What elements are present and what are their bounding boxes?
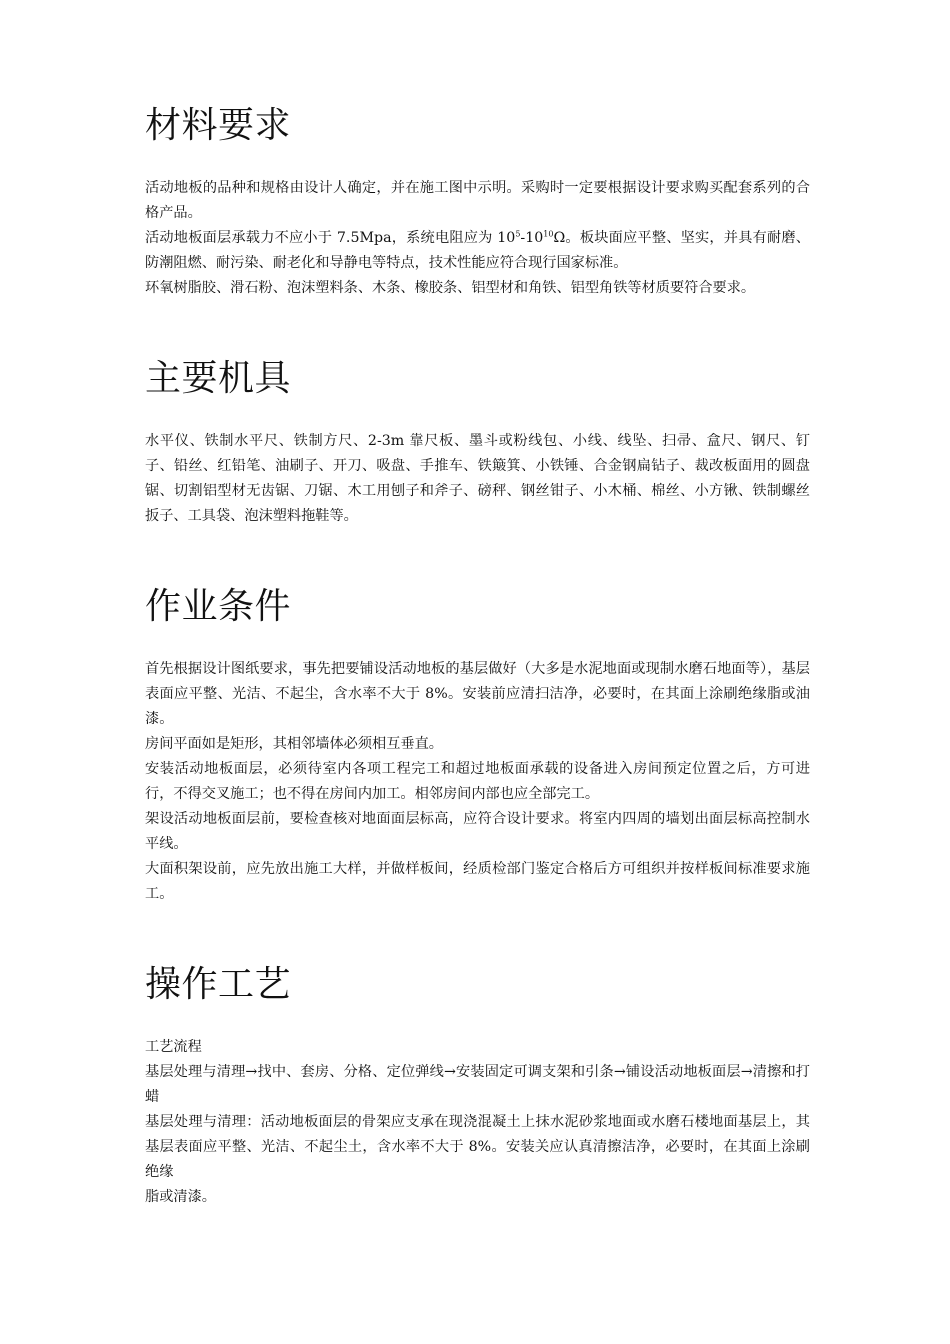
paragraph: 工艺流程 (145, 1039, 202, 1055)
document-content (145, 100, 810, 1210)
paragraph: 安装活动地板面层，必须待室内各项工程完工和超过地板面承载的设备进入房间预定位置之后，方可进行，不得交叉施工；也不得在房间内加工。相邻房间内部也应全部完工。 (145, 761, 810, 802)
paragraph-text: -10 (520, 230, 544, 246)
section-working-conditions (145, 581, 810, 907)
paragraph-text: Ω。板块面应平整、坚实，并具有耐磨、防潮阻燃、耐污染、耐老化和导静电等特点，技术性能应符合现行国家标准。 (145, 230, 810, 271)
section-title: 作业条件 (145, 586, 292, 627)
paragraph-text: 活动地板面层承载力不应小于 7.5Mpa，系统电阻应为 10 (145, 230, 516, 246)
superscript-exponent: 10 (543, 229, 554, 239)
section-material-requirements (145, 100, 810, 301)
section-spacer (145, 907, 810, 959)
paragraph: 水平仪、铁制水平尺、铁制方尺、2-3m 靠尺板、墨斗或粉线包、小线、线坠、扫帚、盒尺、钢尺、钉子、铅丝、红铅笔、油刷子、开刀、吸盘、手推车、铁簸箕、小铁锤、合金钢扁钻子、裁改板面用的圆盘锯、切割铝型材无齿锯、刀锯、木工用刨子和斧子、磅秤、钢丝钳子、小木桶、棉丝、小方锹、铁制螺丝扳子、工具袋、泡沫塑料拖鞋等。 (145, 433, 810, 524)
superscript-exponent: 5 (515, 229, 521, 239)
section-spacer (145, 529, 810, 581)
paragraph: 脂或清漆。 (145, 1189, 216, 1205)
section-spacer (145, 301, 810, 353)
paragraph: 活动地板的品种和规格由设计人确定，并在施工图中示明。采购时一定要根据设计要求购买配套系列的合格产品。 (145, 180, 810, 221)
paragraph: 环氧树脂胶、滑石粉、泡沫塑料条、木条、橡胶条、铝型材和角铁、铝型角铁等材质要符合要求。 (145, 280, 756, 296)
paragraph: 首先根据设计图纸要求，事先把要铺设活动地板的基层做好（大多是水泥地面或现制水磨石地面等），基层表面应平整、光洁、不起尘，含水率不大于 8%。安装前应清扫洁净，必要时，在其面上涂刷绝缘脂或油漆。 (145, 661, 810, 727)
section-body (145, 176, 810, 301)
paragraph: 大面积架设前，应先放出施工大样，并做样板间，经质检部门鉴定合格后方可组织并按样板间标准要求施工。 (145, 861, 810, 902)
section-body (145, 657, 810, 907)
section-title: 主要机具 (145, 358, 292, 399)
section-main-tools (145, 353, 810, 529)
section-title: 操作工艺 (145, 964, 292, 1005)
paragraph: 架设活动地板面层前，要检查核对地面面层标高，应符合设计要求。将室内四周的墙划出面层标高控制水平线。 (145, 811, 810, 852)
section-body (145, 1035, 810, 1210)
paragraph: 基层处理与清理→找中、套房、分格、定位弹线→安装固定可调支架和引条→铺设活动地板面层→清擦和打蜡 (145, 1064, 810, 1105)
section-operation-process (145, 959, 810, 1210)
section-body (145, 429, 810, 529)
section-title: 材料要求 (145, 105, 292, 146)
paragraph: 房间平面如是矩形，其相邻墙体必须相互垂直。 (145, 736, 443, 752)
paragraph: 基层处理与清理：活动地板面层的骨架应支承在现浇混凝土上抹水泥砂浆地面或水磨石楼地面基层上，其基层表面应平整、光洁、不起尘土，含水率不大于 8%。安装关应认真清擦洁净，必要时，在其面上涂刷绝缘 (145, 1114, 810, 1180)
paragraph-load-capacity (145, 226, 810, 276)
